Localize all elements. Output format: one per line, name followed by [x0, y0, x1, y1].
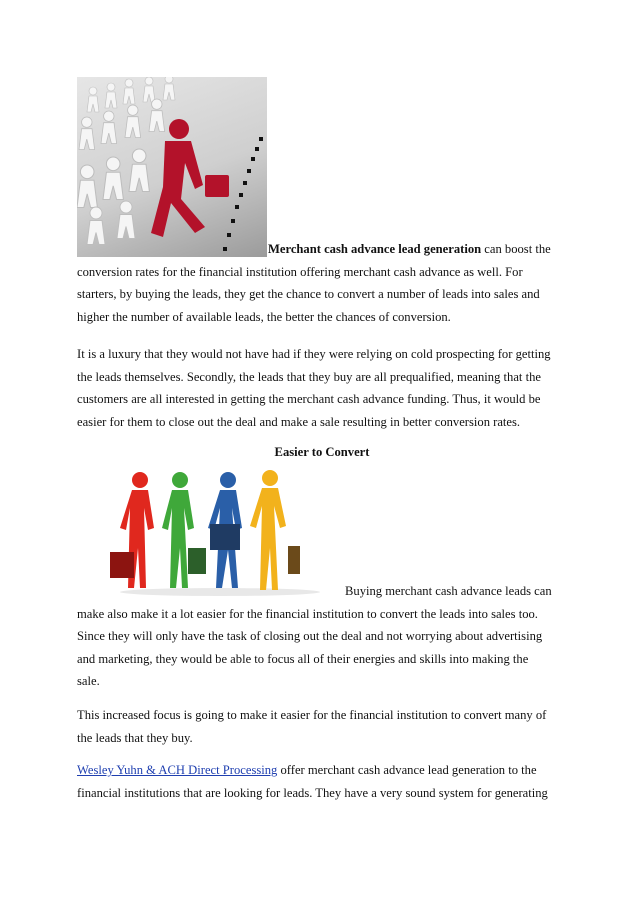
- paragraph-2-line: customers are all interested in getting the merchant cash advance funding. Thus, it would be: [77, 392, 541, 406]
- paragraph-3-line: sale.: [77, 674, 100, 688]
- paragraph-4-line: the leads that they buy.: [77, 730, 193, 745]
- paragraph-5: [77, 759, 567, 804]
- paragraph-2: [77, 343, 567, 433]
- crowd-of-white-figures-with-red-leader-icon: [77, 77, 267, 257]
- paragraph-1-line: conversion rates for the financial institution offering merchant cash advance as well. For: [77, 264, 523, 279]
- paragraph-1-first-line-rest: can boost the: [481, 242, 551, 256]
- paragraph-2-line: It is a luxury that they would not have had if they were relying on cold prospecting for getting: [77, 347, 551, 361]
- paragraph-5-line: financial institutions that are looking for leads. They have a very sound system for generating: [77, 785, 548, 800]
- paragraph-4: [77, 704, 567, 749]
- paragraph-2-line: easier for them to close out the deal and make a sale resulting in better conversion rates.: [77, 414, 521, 429]
- paragraph-1: [77, 238, 567, 328]
- paragraph-3-line: make also make it a lot easier for the financial institution to convert the leads into sales too.: [77, 606, 538, 621]
- four-colored-figures-with-briefcases-icon: [110, 468, 330, 596]
- section-heading: Easier to Convert: [274, 445, 370, 459]
- paragraph-3-line: and marketing, they would be able to focus all of their energies and skills into making the: [77, 651, 529, 666]
- wesley-yuhn-link[interactable]: Wesley Yuhn & ACH Direct Processing: [77, 763, 278, 777]
- paragraph-4-line: This increased focus is going to make it easier for the financial institution to convert many of: [77, 708, 547, 722]
- paragraph-1-line: starters, by buying the leads, they get the chance to convert a number of leads into sales and: [77, 287, 540, 301]
- paragraph-1-bold-lead: Merchant cash advance lead generation: [268, 242, 482, 256]
- paragraph-2-line: the leads themselves. Secondly, the leads that they buy are all prequalified, meaning that the: [77, 369, 541, 384]
- paragraph-5-first-line-rest: offer merchant cash advance lead generation to the: [277, 763, 537, 777]
- paragraph-3: [77, 580, 567, 693]
- paragraph-3-first-line: Buying merchant cash advance leads can: [345, 584, 552, 598]
- paragraph-1-line: higher the number of available leads, the better the chances of conversion.: [77, 309, 451, 324]
- paragraph-3-line: Since they will only have the task of closing out the deal and not worrying about advertising: [77, 629, 543, 643]
